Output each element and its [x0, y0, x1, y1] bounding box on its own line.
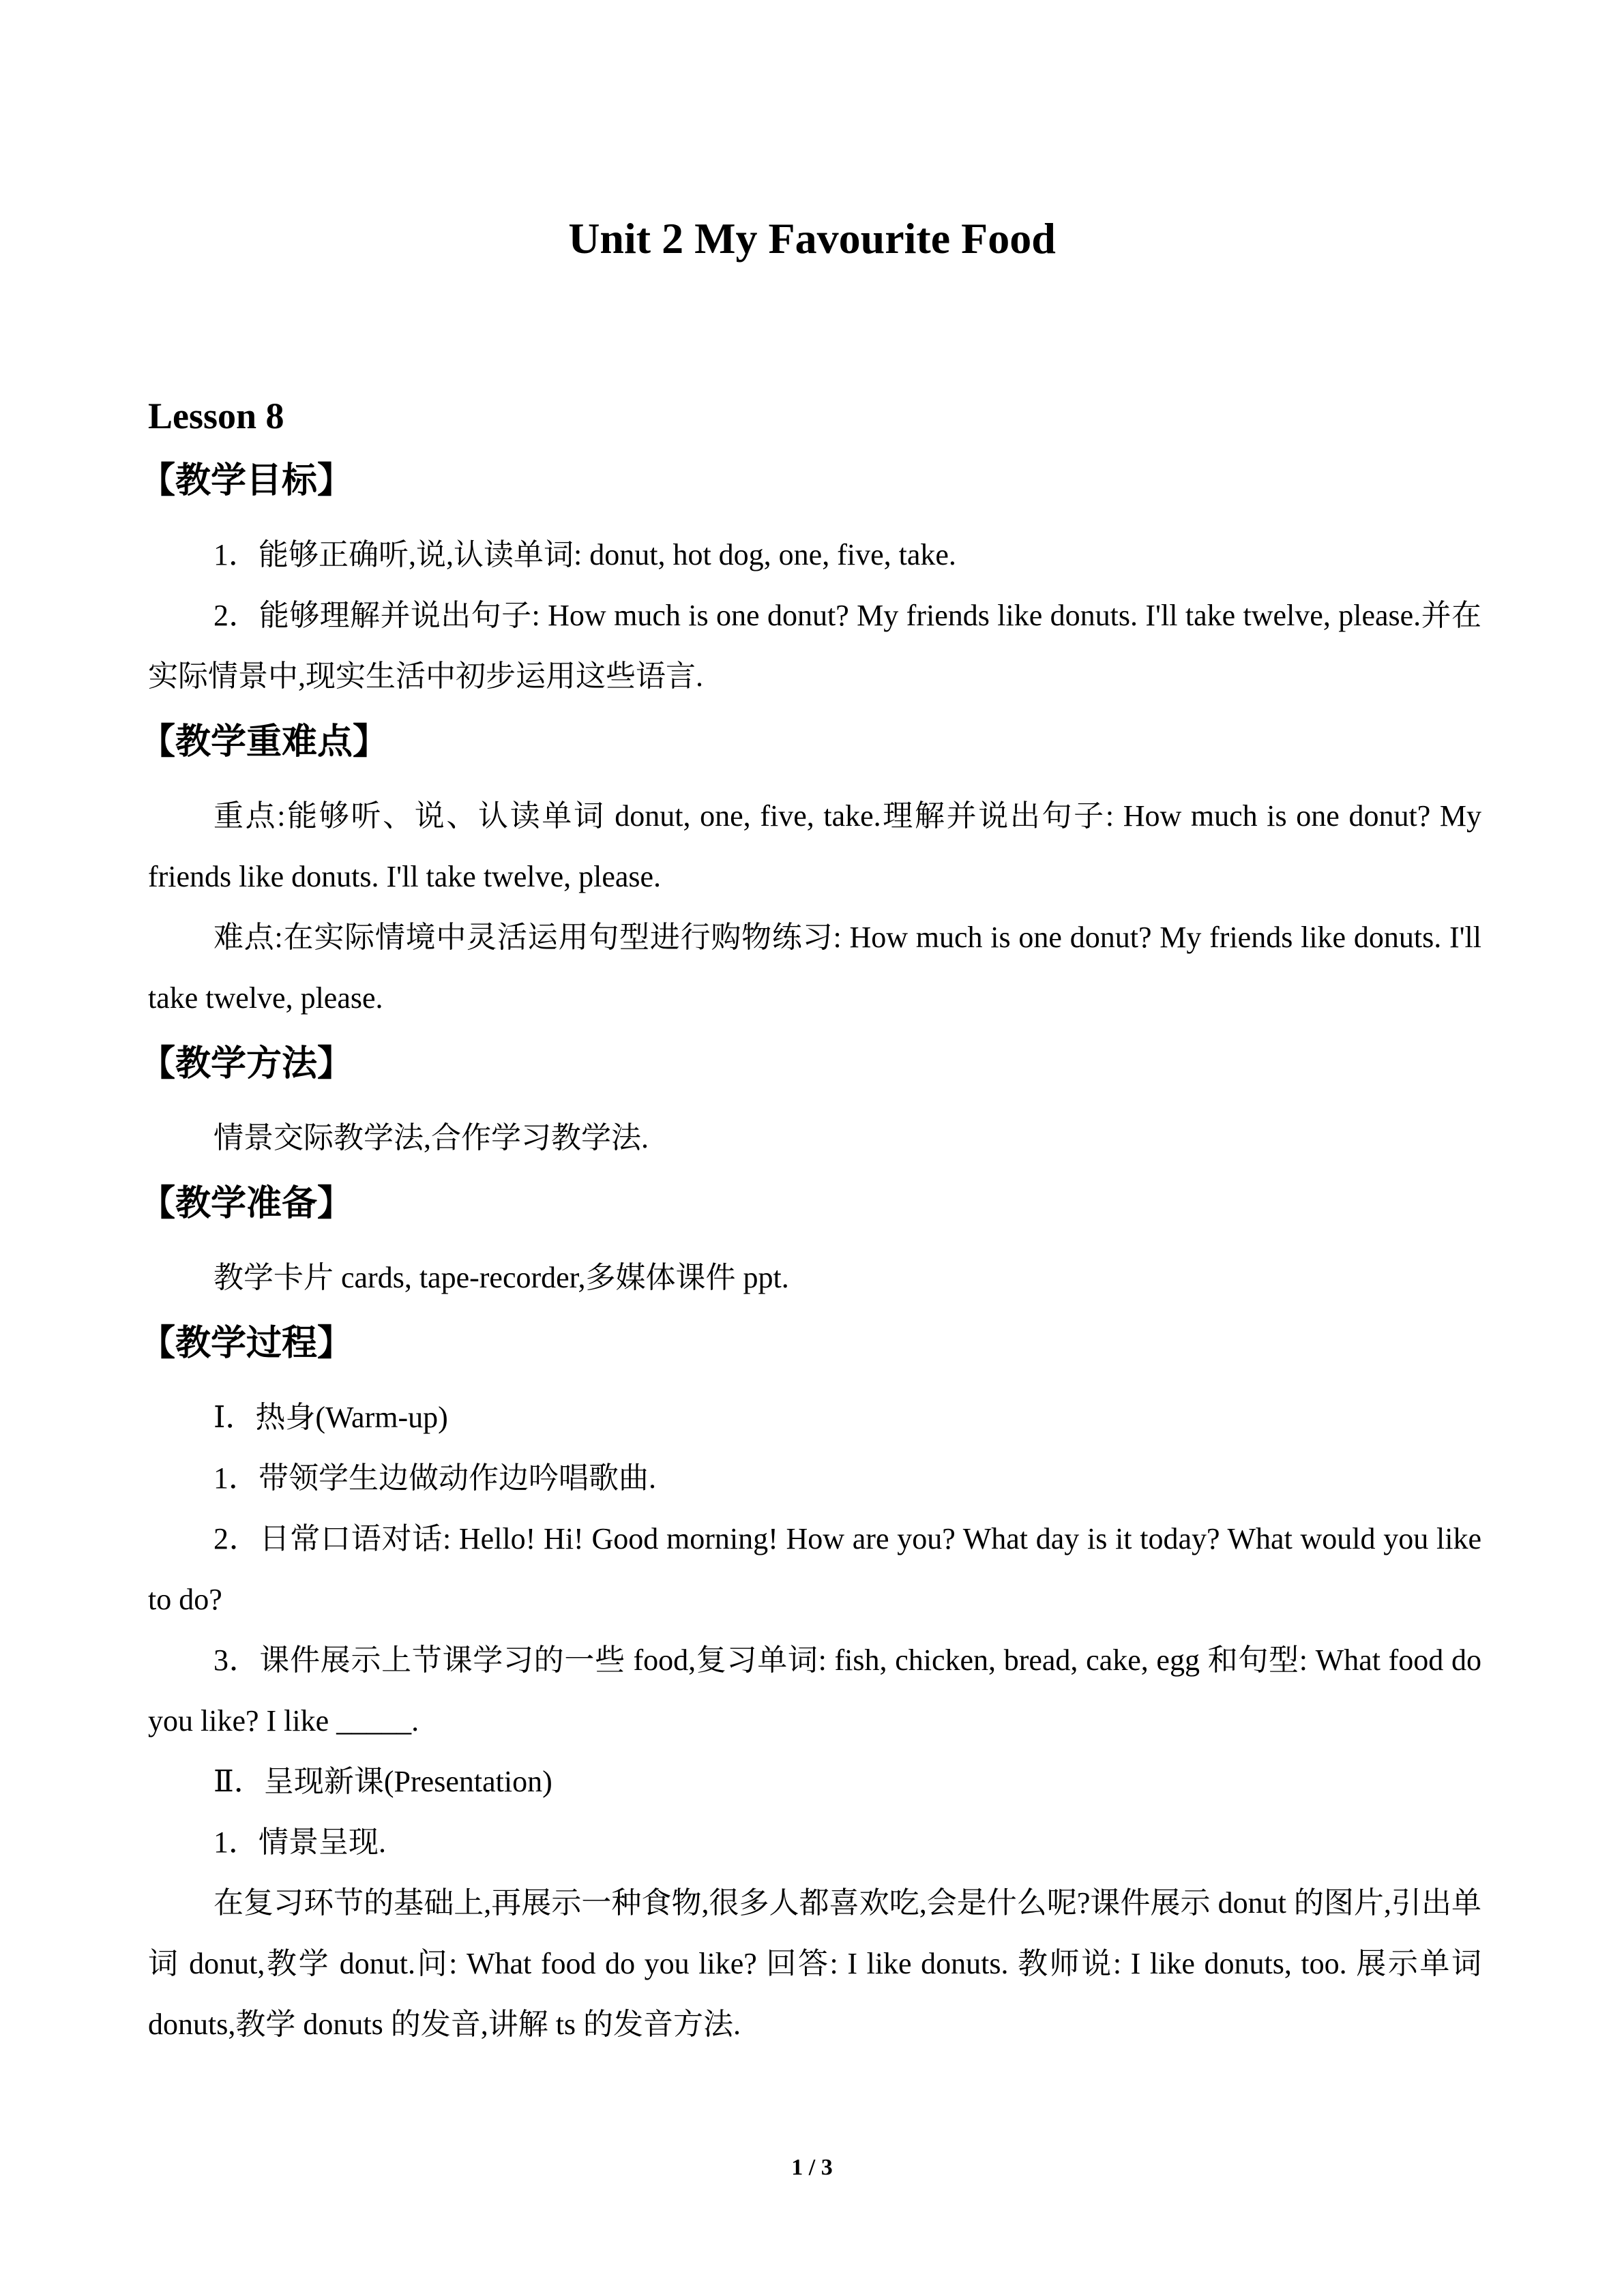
paragraph: Ⅱ．呈现新课(Presentation): [213, 1765, 552, 1798]
paragraph: 重点:能够听、说、认读单词 donut, one, five, take.理解并说出句子: How much is one donut? My friends like donuts. I'll take twelve, please.: [148, 799, 1481, 893]
section-heading-methods: 【教学方法】: [140, 1043, 353, 1084]
section-methods: [140, 1037, 1481, 1168]
paragraph: 难点:在实际情境中灵活运用句型进行购物练习: How much is one donut? My friends like donuts. I'll take twelve, please.: [148, 921, 1481, 1015]
page-number: 1 / 3: [791, 2155, 833, 2180]
paragraph: 2．能够理解并说出句子: How much is one donut? My friends like donuts. I'll take twelve, please.并在实际情景中,现实生活中初步运用这些语言.: [148, 599, 1481, 693]
paragraph: 1．情景呈现.: [213, 1825, 386, 1859]
section-heading-process: 【教学过程】: [140, 1323, 353, 1364]
section-heading-goals: 【教学目标】: [140, 460, 353, 501]
lesson-label: Lesson 8: [148, 396, 284, 436]
paragraph: 教学卡片 cards, tape-recorder,多媒体课件 ppt.: [213, 1261, 789, 1294]
section-process: [140, 1316, 1481, 2055]
paragraph: 1．能够正确听,说,认读单词: donut, hot dog, one, five, take.: [213, 538, 956, 571]
paragraph: 情景交际教学法,合作学习教学法.: [213, 1121, 649, 1154]
paragraph: 1．带领学生边做动作边吟唱歌曲.: [213, 1461, 656, 1495]
paragraph: 2．日常口语对话: Hello! Hi! Good morning! How are you? What day is it today? What would you like to do?: [148, 1522, 1481, 1616]
section-heading-key-points: 【教学重难点】: [140, 721, 389, 762]
paragraph: Ⅰ．热身(Warm-up): [213, 1401, 448, 1434]
section-preparation: [140, 1176, 1481, 1308]
section-key-points: [140, 715, 1481, 1028]
paragraph: 在复习环节的基础上,再展示一种食物,很多人都喜欢吃,会是什么呢?课件展示 donut 的图片,引出单词 donut,教学 donut.问: What food do you like? 回答: I like donuts. 教师说: I like donuts, too. 展示单词 donuts,教学 donuts 的发音,讲解 ts 的发音方法.: [148, 1886, 1481, 2041]
document-title: Unit 2 My Favourite Food: [568, 214, 1056, 263]
paragraph: 3．课件展示上节课学习的一些 food,复习单词: fish, chicken, bread, cake, egg 和句型: What food do you like? I like _____.: [148, 1643, 1481, 1738]
document-body: [140, 453, 1481, 2055]
section-heading-preparation: 【教学准备】: [140, 1183, 353, 1224]
section-goals: [140, 453, 1481, 706]
